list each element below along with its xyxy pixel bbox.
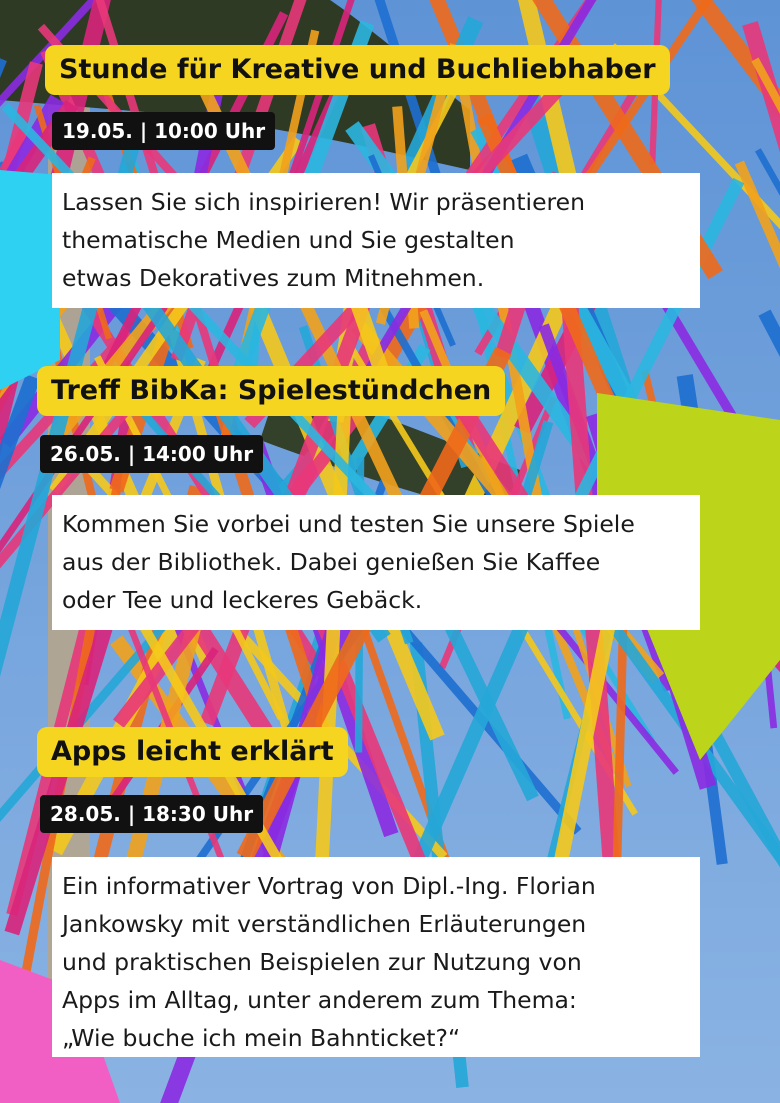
event-date: 26.05. | 14:00 Uhr — [40, 435, 263, 473]
description-line: Jankowsky mit verständlichen Erläuterungen — [62, 910, 587, 938]
event-description — [52, 857, 700, 1057]
event-title: Stunde für Kreative und Buchliebhaber — [45, 45, 670, 95]
event-description — [52, 173, 700, 308]
event-title: Apps leicht erklärt — [37, 727, 348, 777]
description-line: oder Tee und leckeres Gebäck. — [62, 586, 423, 614]
description-line: etwas Dekoratives zum Mitnehmen. — [62, 264, 485, 292]
description-line: „Wie buche ich mein Bahnticket?“ — [62, 1024, 461, 1052]
description-line: und praktischen Beispielen zur Nutzung von — [62, 948, 582, 976]
description-line: Ein informativer Vortrag von Dipl.-Ing. Florian — [62, 872, 596, 900]
cyan-triangle-shape — [0, 170, 60, 390]
description-line: Lassen Sie sich inspirieren! Wir präsentieren — [62, 188, 586, 216]
event-description — [52, 495, 700, 630]
event-date: 19.05. | 10:00 Uhr — [52, 112, 275, 150]
description-line: Kommen Sie vorbei und testen Sie unsere Spiele — [62, 510, 635, 538]
description-line: Apps im Alltag, unter anderem zum Thema: — [62, 986, 577, 1014]
description-line: aus der Bibliothek. Dabei genießen Sie Kaffee — [62, 548, 601, 576]
description-line: thematische Medien und Sie gestalten — [62, 226, 515, 254]
event-date: 28.05. | 18:30 Uhr — [40, 795, 263, 833]
event-title: Treff BibKa: Spielestündchen — [37, 366, 505, 416]
